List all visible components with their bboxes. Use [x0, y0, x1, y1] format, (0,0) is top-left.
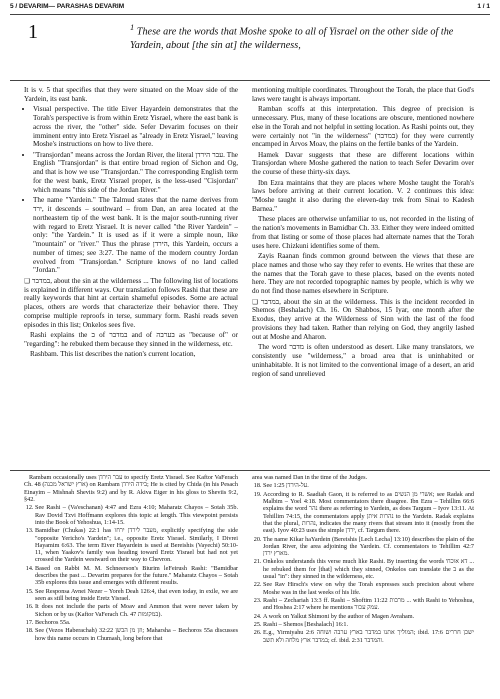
paragraph-unfamiliar-places: These places are otherwise unfamiliar to us, not recorded in the listing of the nation's movements in Bamidbar Ch. 33. Either they were indeed omitted from that listing or some of those places had alternate names that the Torah uses here. Chizkuni identifies some of them.: [252, 215, 474, 250]
paragraph-ibn-ezra: Ibn Ezra maintains that they are places where Moshe taught the Torah's laws before arriving at their current location. V. 2 continues this idea: "Moshe taught it also during the eleven-day trek from Sinai to Kadesh Barnea.": [252, 178, 474, 213]
commentary-left-column: [24, 86, 238, 361]
footnote: 13. Bamidbar (Chukas) 22:1 has מעבר לירדן ירחו, explicitly specifying the side "opposite Yericho's Yardein"; i.e., opposite Eretz Yisrael. Similarly, I Divrei Hayamim 6:63. The term Eiver Hayardein is used at Bereishis (Vayechi) 50:10-11, when Yaakov's family was heading toward Eretz Yisrael but had not yet crossed the Yardein westward on their way to Chevron.: [35, 527, 238, 564]
footnote: 16. It does not include the parts of Moav and Ammon that were never taken by Sichon or by us (Kaftor VaFerach Ch. 47 במקומות).: [35, 603, 238, 618]
paragraph-wilderness: ❑ במדבר, about the sin at the wilderness ... The following list of locations is explained in different ways. Our translation follows Rashi that these are really keywords that hint at certain shameful episodes. Some are actual places, others are words that characterize their behavior there. They comprise multiple reproofs in terse, summary form. Rashi reads seven episodes in this list; Onkelos sees five.: [24, 276, 238, 329]
verse-text: [130, 22, 460, 52]
footnote: 18. See (Vezos Haberachah) 32:22 וזן מן הבשן; Maharsha – Bechoros 55a discusses how this name occurs in Chumash, long before that: [35, 627, 238, 642]
section-box-icon: ❑: [24, 276, 33, 285]
header-page: 1 / 1: [477, 3, 490, 10]
footnote: 22. See Rav Hirsch's view on why the Torah expresses such precision about where Moshe was in the last weeks of his life.: [263, 581, 474, 596]
section-box-icon: ❑: [252, 297, 261, 306]
footnote-continuation: area was named Dan in the time of the Judges.: [252, 474, 368, 481]
bullet-visual-perspective: • Visual perspective. The title Eiver Hayardein demonstrates that the Torah's perspective is from within Eretz Yisrael, where the east bank is across the river, the "other" side. Sefer Devarim focuses on their imminent entry into Eretz Yisrael as "already in Eretz Yisrael," leaving Moshe's instructions on how to live there.: [33, 105, 238, 149]
verse-rule: [10, 80, 490, 81]
paragraph-rashi: Rashi explains the ב of במדבר and of בערבה as "because of" or "regarding": he rebuked them because they sinned in the wilderness, etc.: [24, 331, 239, 348]
footnote: 15. See Responsa Avnei Nezer – Yoreh Deah 126:4, that even today, in exile, we are seen as still being inside Eretz Yisrael.: [35, 588, 238, 603]
paragraph-hamek-davar: Hamek Davar suggests that these are different locations within Transjordan where Moshe gathered the nation to teach Sefer Devarim over the course of these thirty-six days.: [252, 150, 474, 177]
verse-number: 1: [28, 21, 38, 43]
footnote-rule: [10, 470, 490, 471]
footnote-list-left: [24, 504, 238, 642]
footnote: 19. According to R. Saadiah Gaon, it is referred to as אשרי מן הנשים; see Radak and Malbim – Yoel 4:18. Most commentators there disagree. Ibn Ezra – Tehillim 66:6 explains the word נהר there as referring to Yardein, as does Targum – Iyov 13:11. At Tehillim 74:15, the commentators apply נהרות איתן to the Yardein. Radak explains that the plural, נהרות, indicates the many rivers that stream into it (mostly from the east). Iyov 40:23 uses the simple ירדן, cf. Targum there.: [263, 491, 474, 535]
paragraph-coordinates: mentioning multiple coordinates. Throughout the Torah, the place that God's laws were taught is always important.: [252, 86, 474, 103]
bullet-transjordan: • "Transjordan" means across the Jordan River, the literal עבר הירדן. The English "Transjordan" is that entire broad region of Sichon and Og, and that is how we use "Transjordan." The corresponding English term for the west bank, Eretz Yisrael proper, is the less-used "Cisjordan" which means "this side of the Jordan River.": [33, 151, 238, 195]
footnote-lead: Rambam occasionally uses עבר הירדן to specify Eretz Yisrael. See Kaftor VaFerach Ch. 48 (ארץ ישראל מכנה) on Rambam בידה הירדן; He is cited by Chida (in his Pesach Einayim – Mishnah Sheviis 9:2) and by R. Akiva Eiger in his gloss to Sheviis 9:2, §42.: [24, 474, 238, 503]
paragraph-rashbam: Rashbam. This list describes the nation's current location,: [30, 350, 196, 359]
footnote: 20. The name Kikar haYardein (Bereishis [Lech Lecha] 13:10) describes the plain of the Jordan River, the area adjoining the Yardein. Cf. commentators to Tehillim 42:7 מארץ ירדן.: [263, 536, 474, 558]
bullet-list: [24, 105, 238, 275]
footnote: 17. Bechoros 55a.: [35, 619, 238, 626]
footnote-list-right: [252, 482, 474, 644]
footnote: 24. A work on Yalkut Shimoni by the author of Magen Avraham.: [263, 613, 474, 620]
footnote: 14. Based on Rabbi M. M. Schneerson's Biurim leFeirush Rashi: "Bamidbar describes the past ... Devarim prepares for the future." Maharatz Chayos – Sotah 35b explores this issue and emerges with different results.: [35, 565, 238, 587]
header-rule: [10, 14, 490, 15]
footnote: 26. E.g., Yirmiyahu 2:6 המוליך אתנו במדבר בארץ ערבה ושוחה; ibid. 17:6 ישכן חררים במדבר ארץ מלחה ולא תשב; cf. ibid. 2:31 והמדבר.: [263, 629, 474, 644]
footnotes-right: [252, 474, 474, 645]
paragraph-word-midbar: The word מדבר is often understood as desert. Like many translators, we consistently use "wilderness," a broad area that is uninhabited or uninhabitable. It is not limited to the conventional image of a desert, an arid region of sand unrelieved: [252, 343, 474, 378]
verse-body: These are the words that Moshe spoke to all of Yisrael on the other side of the Yardein, about [the sin at] the wilderness,: [130, 26, 454, 51]
footnote: 25. Rashi – Shemos [Beshalach] 16:1.: [263, 621, 474, 628]
intro-paragraph: It is v. 5 that specifies that they were situated on the Moav side of the Yardein, its east bank.: [24, 86, 238, 103]
footnote: 23. Rashi – Zechariah 13:3 ff. Rashi – Shoftim 11:22 מרבות ... with Rashi to Yehoshua, and Hoshea 2:17 where he mentions עמק עכור.: [263, 597, 474, 612]
footnotes-left: [24, 474, 238, 643]
paragraph-ramban: Ramban scoffs at this interpretation. This degree of precision is unnecessary. Plus, many of these locations are obscure, mentioned nowhere else in the Torah and not helpful in setting location. As Rashi points out, they were certainly not "in the wilderness" (במדבר) for they were currently encamped in Arvos Moav, the plains on the fertile banks of the Yardein.: [252, 105, 474, 149]
commentary-right-column: [252, 86, 474, 380]
verse-sup: 1: [130, 22, 135, 32]
running-header: [10, 3, 490, 13]
bullet-yardein: • The name "Yardein." The Talmud states that the name derives from ירד, it descends – southward – from Dan, an area located at the northeastern tip of the west bank. It is the major south-running river with regard to Eretz Yisrael. It is never called "the River Yardein" – only: "the Yardein." It is used as if it were a simple noun, like "mountain" or "river." Thus the phrase הירדן, this Yardein, occurs a number of times; see 3:27. The name of the modern country Jordan evolved from "Transjordan." Scripture knows of no land called "Jordan.": [33, 196, 238, 275]
paragraph-sin-wilderness: ❑ במדבר, about the sin at the wilderness. This is the incident recorded in Shemos (Beshalach) Ch. 16. On Shabbos, 15 Iyar, one month after the Exodus, they arrive at the Wilderness of Sinn with the last of the food provisions they had taken. Rather than relying on God, they angrily lashed out at Moshe and Aharon.: [252, 297, 474, 341]
footnote: 18. See 1:25 על-הירדן.: [263, 482, 474, 489]
paragraph-zayis-raanan: Zayis Raanan finds common ground between the views that these are place names and those who say they refer to events. He writes that these are the names that the Torah gave to these places, based on the events noted here. They are not recorded topographic names by people, which is why we do not find those names elsewhere in Scripture.: [252, 252, 474, 296]
footnote: 21. Onkelos understands this verse much like Rashi. By inserting the words 'דא אוכח ... he rebuked them for [that] which they sinned, Onkelos can translate the ב as the usual "in": they sinned in the wilderness, etc.: [263, 558, 474, 580]
header-title: 5 / DEVARIM— PARASHAS DEVARIM: [10, 3, 125, 10]
footnote: 12. See Rashi – (Va'eschanan) 4:47 and Ezra 4:10; Maharatz Chayos – Sotah 35b. Rav Dovid Tzvi Hoffmann explores this topic at length. This viewpoint persists into the Book of Yehoshua, 1:14-15.: [35, 504, 238, 526]
